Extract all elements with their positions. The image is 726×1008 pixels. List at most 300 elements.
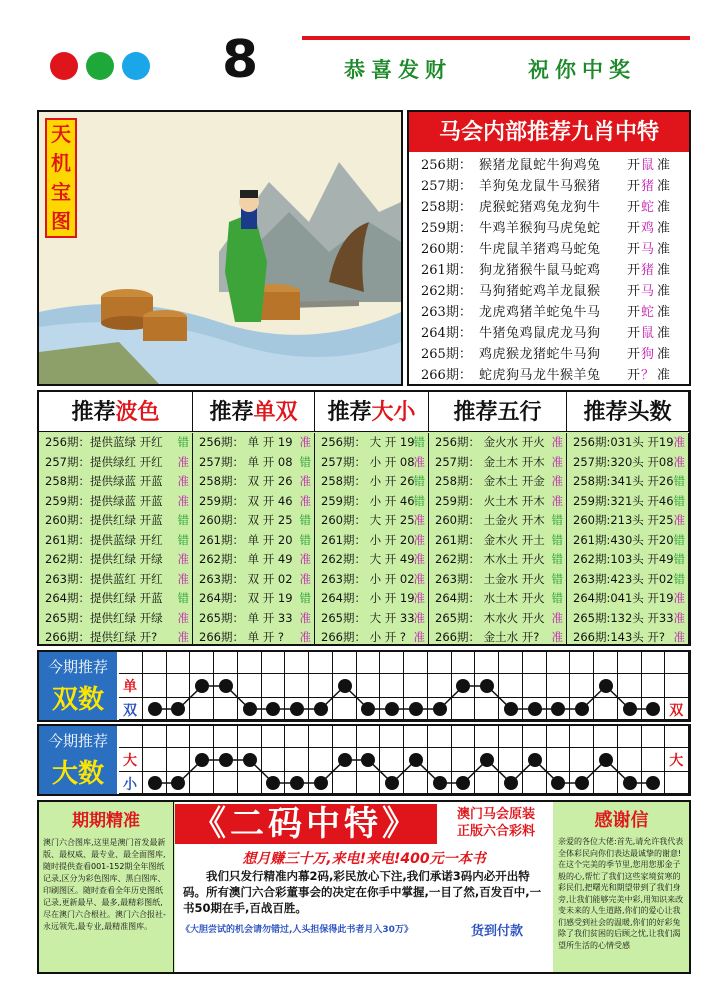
nine-zodiac-period: 258期： [421,200,472,215]
prediction-result: 错 [177,532,189,547]
prediction-row [39,433,192,453]
prediction-result: 准 [551,474,563,488]
prediction-row [315,433,428,453]
prediction-text: 260期：提供红绿 开蓝 [45,513,163,527]
result-dot [433,702,447,716]
prediction-row [429,609,566,629]
prediction-text: 264期:041头 开19 [573,591,674,605]
bottom-section [37,800,691,974]
prediction-result: 准 [551,630,563,644]
prediction-text: 258期： 金木土 开金 [435,474,545,488]
prediction-text: 258期:341头 开26 [573,474,674,488]
nine-zodiac-list [409,152,689,386]
result-dot [623,776,637,790]
nine-zodiac-row [409,197,689,218]
prediction-row [567,550,688,570]
nine-zodiac-open: 开 [627,263,641,278]
prediction-text: 261期： 小 开 20 [321,532,415,547]
prediction-result: 准 [413,552,425,566]
prediction-result: 准 [177,552,189,566]
prediction-result: 准 [673,454,685,469]
prediction-result: 错 [551,552,563,566]
nine-zodiac-animal: 鼠 [641,326,655,341]
prediction-text: 260期： 大 开 25 [321,513,415,527]
prediction-row [39,472,192,492]
nine-zodiac-panel [407,110,691,386]
big-small-grid [119,726,689,794]
nine-zodiac-period: 265期： [421,347,472,362]
prediction-row [39,511,192,531]
nine-zodiac-result: 准 [657,179,671,194]
precise-column [39,802,174,972]
column-header [429,392,567,432]
prediction-text: 265期： 木水火 开火 [435,610,545,625]
prediction-result: 准 [551,454,563,469]
prediction-text: 261期： 单 开 20 [199,532,293,547]
nine-zodiac-zodiacs: 猴猪龙鼠蛇牛狗鸡兔 [479,158,601,173]
badge-char: 天 [51,122,71,146]
prediction-row [429,531,566,551]
strip-label-top: 今期推荐 [47,658,108,676]
nine-zodiac-zodiacs: 羊狗兔龙鼠牛马猴猪 [479,179,601,194]
column-header [567,392,689,432]
nine-zodiac-zodiacs: 牛猪兔鸡鼠虎龙马狗 [479,326,601,341]
column-header [193,392,315,432]
header-divider [302,36,690,40]
prediction-row [39,453,192,473]
nine-zodiac-title: 马会内部推荐九肖中特 [409,112,689,152]
ad-footnote: 《大胆尝试的机会请勿错过,人头担保得此书者月入30万》 [181,925,413,935]
prediction-text: 266期： 单 开 ? [199,630,285,644]
nine-zodiac-result: 准 [657,263,671,278]
prediction-row [429,453,566,473]
nine-zodiac-open: 开 [627,200,641,215]
prediction-row [193,492,314,512]
prediction-text: 257期： 金土木 开木 [435,454,545,469]
prediction-row [567,511,688,531]
red-dot-icon [50,52,78,80]
prediction-result: 错 [673,474,685,488]
prediction-row [429,511,566,531]
prediction-result: 准 [673,630,685,644]
prediction-row [315,550,428,570]
result-dot [338,753,352,767]
prediction-row [39,492,192,512]
erma-ad [175,802,553,972]
nine-zodiac-animal: 马 [641,242,655,257]
prediction-row [315,511,428,531]
result-dot [243,753,257,767]
column-header [39,392,193,432]
prediction-text: 261期： 金木火 开土 [435,532,545,547]
prediction-result: 错 [551,513,563,527]
prediction-row [39,628,192,648]
strip-label-main: 双数 [51,685,104,715]
nine-zodiac-result: 准 [657,158,671,173]
nine-zodiac-animal: 鼠 [641,158,655,173]
cash-on-delivery: 货到付款 [471,924,524,939]
prediction-text: 263期： 土金水 开火 [435,571,545,586]
result-dot [409,753,423,767]
prediction-row [193,433,314,453]
nine-zodiac-result: 准 [657,326,671,341]
prediction-text: 265期： 单 开 33 [199,610,293,625]
thanks-title: 感谢信 [594,810,649,831]
prediction-row [429,550,566,570]
prediction-row [429,433,566,453]
prediction-text: 260期:213头 开25 [573,513,674,527]
prediction-result: 错 [413,493,425,508]
prediction-row [193,453,314,473]
column-rows [315,433,429,646]
nine-zodiac-period: 264期： [421,326,472,341]
prediction-result: 准 [299,610,311,625]
prediction-row [193,589,314,609]
nine-zodiac-period: 260期： [421,242,472,257]
odd-even-strip [37,650,691,722]
strip-label-top: 今期推荐 [47,732,108,750]
prediction-text: 263期：提供蓝红 开红 [45,571,163,586]
prediction-row [567,589,688,609]
prediction-row [315,609,428,629]
prediction-result: 准 [413,513,425,527]
result-dot [314,776,328,790]
nine-zodiac-animal: ？ [641,368,655,383]
prediction-text: 264期： 小 开 19 [321,591,415,605]
nine-zodiac-zodiacs: 蛇虎狗马龙牛猴羊兔 [479,368,601,383]
page-number: 8 [222,30,259,90]
strip-row-label: 双 [669,703,684,719]
nine-zodiac-period: 266期： [421,368,472,383]
nine-zodiac-open: 开 [627,326,641,341]
result-dot [623,702,637,716]
landscape-illustration [39,112,401,384]
prediction-row [429,472,566,492]
column-header-text: 推荐 [209,399,254,425]
odd-even-grid [119,652,689,720]
prediction-text: 258期： 双 开 26 [199,474,293,488]
prediction-result: 准 [299,552,311,566]
prediction-text: 257期:320头 开08 [573,454,674,469]
nine-zodiac-open: 开 [627,284,641,299]
result-dot [433,776,447,790]
prediction-row [567,492,688,512]
result-dot [148,776,162,790]
prediction-row [567,453,688,473]
nine-zodiac-zodiacs: 牛鸡羊猴狗马虎兔蛇 [479,221,601,236]
nine-zodiac-zodiacs: 牛虎鼠羊猪鸡马蛇兔 [479,242,601,257]
nine-zodiac-animal: 蛇 [641,305,655,320]
prediction-text: 264期： 双 开 19 [199,591,293,605]
prediction-row [39,570,192,590]
column-rows [429,433,567,646]
nine-zodiac-result: 准 [657,305,671,320]
prediction-result: 错 [413,474,425,488]
nine-zodiac-row [409,344,689,365]
nine-zodiac-row [409,323,689,344]
prediction-result: 准 [551,435,563,449]
nine-zodiac-animal: 蛇 [641,200,655,215]
nine-zodiac-zodiacs: 马狗猪蛇鸡羊龙鼠猴 [479,284,601,299]
green-dot-icon [86,52,114,80]
nine-zodiac-zodiacs: 虎猴蛇猪鸡兔龙狗牛 [479,200,601,215]
prediction-text: 261期：提供蓝绿 开红 [45,532,163,547]
prediction-text: 263期： 双 开 02 [199,571,293,586]
result-dot [528,753,542,767]
prediction-row [193,570,314,590]
prediction-row [193,609,314,629]
erma-title: 《二码中特》 [175,804,437,844]
prediction-text: 265期： 大 开 33 [321,610,415,625]
prediction-row [429,492,566,512]
prediction-text: 256期：提供蓝绿 开红 [45,435,163,449]
prediction-row [39,589,192,609]
nine-zodiac-row [409,218,689,239]
result-dot [338,679,352,693]
prediction-result: 错 [299,591,311,605]
column-header-text: 推荐头数 [583,399,672,425]
nine-zodiac-period: 256期： [421,158,472,173]
nine-zodiac-row [409,260,689,281]
prediction-text: 259期： 小 开 46 [321,493,415,508]
nine-zodiac-open: 开 [627,179,641,194]
prediction-text: 262期： 单 开 49 [199,552,293,566]
prediction-row [567,433,688,453]
illustration-panel [37,110,403,386]
prediction-text: 265期：提供红绿 开绿 [45,610,163,625]
column-header-text: 推荐 [327,399,372,425]
prediction-text: 266期：提供红绿 开? [45,630,158,644]
column-rows [193,433,315,646]
slogan-left: 恭喜发财 [344,57,452,82]
prediction-result: 错 [673,571,685,586]
nine-zodiac-result: 准 [657,200,671,215]
big-small-strip [37,724,691,796]
column-header-text: 推荐五行 [453,399,542,425]
prediction-result: 准 [299,474,311,488]
prediction-row [567,570,688,590]
prediction-text: 263期： 小 开 02 [321,571,415,586]
prediction-text: 256期： 单 开 19 [199,435,293,449]
recommendation-grid [37,390,691,646]
prediction-result: 准 [551,610,563,625]
prediction-result: 准 [177,630,189,644]
nine-zodiac-open: 开 [627,242,641,257]
original-label [441,806,551,840]
nine-zodiac-result: 准 [657,284,671,299]
nine-zodiac-result: 准 [657,368,671,383]
prediction-result: 错 [551,591,563,605]
prediction-result: 准 [177,493,189,508]
column-header [315,392,429,432]
prediction-result: 错 [551,571,563,586]
prediction-row [193,511,314,531]
prediction-result: 准 [299,493,311,508]
nine-zodiac-zodiacs: 鸡虎猴龙猪蛇牛马狗 [479,347,601,362]
prediction-result: 准 [299,571,311,586]
prediction-result: 错 [413,435,425,449]
precise-text: 澳门六合图库,这里是澳门首发最新版、最权威、最专业、最全面图库,随时提供查看001-152期全年图纸记录,区分为彩色图库、黑白图库、印刷图区。随时查看全年历史图纸记录,更新最早、最多,最精彩图纸,尽在澳门六合根社。澳门六合报社-永远领先,最专业,最精准图库。 [43,838,166,931]
nine-zodiac-open: 开 [627,368,641,383]
prediction-result: 准 [413,591,425,605]
nine-zodiac-animal: 马 [641,284,655,299]
badge-char: 图 [51,209,71,233]
prediction-row [567,609,688,629]
prediction-result: 准 [413,610,425,625]
column-header-highlight: 波色 [115,399,160,425]
prediction-result: 错 [299,532,311,547]
prediction-text: 266期： 小 开 ? [321,630,407,644]
result-dot [219,753,233,767]
prediction-result: 准 [413,571,425,586]
badge-char: 机 [51,151,71,175]
prediction-result: 准 [551,493,563,508]
prediction-row [567,531,688,551]
prediction-result: 错 [673,493,685,508]
nine-zodiac-open: 开 [627,305,641,320]
prediction-result: 错 [177,435,189,449]
prediction-result: 准 [413,532,425,547]
prediction-row [429,589,566,609]
prediction-text: 262期： 大 开 49 [321,552,415,566]
column-header-text: 推荐 [71,399,116,425]
prediction-result: 错 [673,552,685,566]
result-dot [148,702,162,716]
strip-row-label: 双 [123,703,137,719]
nine-zodiac-result: 准 [657,242,671,257]
prediction-text: 266期:143头 开? [573,630,666,644]
nine-zodiac-row [409,365,689,386]
prediction-result: 错 [551,532,563,547]
column-header-highlight: 大小 [371,399,416,425]
column-rows [567,433,689,646]
nine-zodiac-open: 开 [627,158,641,173]
slogan-right: 祝你中奖 [528,57,636,82]
original-line: 正版六合彩料 [456,824,535,839]
strip-row-label: 大 [123,753,137,769]
nine-zodiac-zodiacs: 狗龙猪猴牛鼠马蛇鸡 [479,263,601,278]
prediction-row [39,531,192,551]
prediction-row [193,628,314,648]
odd-even-label [39,652,117,720]
prediction-text: 266期： 金土水 开? [435,630,540,644]
nine-zodiac-open: 开 [627,347,641,362]
prediction-text: 257期： 小 开 08 [321,454,415,469]
prediction-text: 262期：提供红绿 开绿 [45,552,163,566]
prediction-result: 准 [673,435,685,449]
prediction-text: 256期:031头 开19 [573,435,674,449]
prediction-text: 256期： 金火水 开火 [435,435,545,449]
prediction-result: 准 [413,630,425,644]
nine-zodiac-animal: 猪 [641,263,655,278]
prediction-text: 259期:321头 开46 [573,493,674,508]
prediction-text: 263期:423头 开02 [573,571,674,586]
nine-zodiac-animal: 猪 [641,179,655,194]
prediction-result: 错 [177,591,189,605]
prediction-row [315,492,428,512]
prediction-row [315,531,428,551]
prediction-row [315,628,428,648]
strip-row-label: 大 [669,753,684,769]
prediction-text: 264期：提供红绿 开蓝 [45,591,163,605]
prediction-row [315,589,428,609]
prediction-row [193,531,314,551]
prediction-result: 错 [177,513,189,527]
nine-zodiac-row [409,281,689,302]
prediction-result: 准 [673,610,685,625]
prediction-result: 准 [299,630,311,644]
nine-zodiac-row [409,155,689,176]
prediction-text: 265期:132头 开33 [573,610,674,625]
prediction-result: 准 [413,454,425,469]
nine-zodiac-row [409,302,689,323]
strip-row-label: 小 [123,777,137,793]
prediction-text: 260期： 土金火 开木 [435,513,545,527]
prediction-result: 准 [177,610,189,625]
prediction-result: 错 [299,513,311,527]
prediction-text: 257期：提供绿红 开红 [45,454,163,469]
nine-zodiac-period: 262期： [421,284,472,299]
nine-zodiac-period: 257期： [421,179,472,194]
prediction-text: 261期:430头 开20 [573,532,674,547]
nine-zodiac-period: 263期： [421,305,472,320]
prediction-text: 256期： 大 开 19 [321,435,415,449]
original-line: 澳门马会原装 [456,807,535,822]
precise-title: 期期精准 [72,811,140,831]
prediction-row [39,609,192,629]
result-dot [599,753,613,767]
result-dot [219,679,233,693]
prediction-row [315,570,428,590]
prediction-result: 准 [673,591,685,605]
nine-zodiac-open: 开 [627,221,641,236]
thanks-letter [554,802,689,972]
nine-zodiac-animal: 狗 [641,347,655,362]
prediction-result: 准 [177,454,189,469]
ad-body: 我们只发行精准内幕2码,彩民放心下注,我们承诺3码内必开出特码。所有澳门六合彩董事会的决定在你手中掌握,一目了然,百发百中,一书50期在手,百战百胜。 [183,869,542,915]
prediction-row [193,550,314,570]
nine-zodiac-result: 准 [657,221,671,236]
result-dot [243,702,257,716]
prediction-text: 259期：提供绿蓝 开蓝 [45,493,163,508]
thanks-text: 亲爱的各位大佬:首先,请允许我代表全体彩民向你们表达最诚挚的谢意!在这个完美的季节里,您用您那金子般的心,帮忙了我们这些家境贫寒的彩民们,把曙光和期望带到了我们身旁,让我们能够完美中彩,用知识来改变未来的人生道路,你们的爱心让我们感受到社会的温暖,你们的好彩兔除了我们贫困的后顾之忧,让我们渴望所生活的心情受感 [558,837,684,950]
result-dot [528,702,542,716]
nine-zodiac-row [409,176,689,197]
prediction-text: 258期： 小 开 26 [321,474,415,488]
nine-zodiac-row [409,239,689,260]
strip-label-main: 大数 [51,759,104,789]
prediction-text: 260期： 双 开 25 [199,513,293,527]
column-header-highlight: 单双 [253,399,298,425]
prediction-text: 262期： 木水土 开火 [435,552,545,566]
prediction-row [567,628,688,648]
prediction-row [315,453,428,473]
result-dot [504,776,518,790]
prediction-text: 257期： 单 开 08 [199,454,293,469]
big-small-label [39,726,117,794]
tianji-badge [45,118,77,238]
column-rows [39,433,193,646]
prediction-text: 264期： 水土木 开火 [435,591,545,605]
result-dot [599,679,613,693]
prediction-row [429,570,566,590]
nine-zodiac-period: 261期： [421,263,472,278]
prediction-row [429,628,566,648]
result-dot [409,702,423,716]
result-dot [314,702,328,716]
nine-zodiac-zodiacs: 龙虎鸡猪羊蛇兔牛马 [479,305,601,320]
prediction-row [39,550,192,570]
